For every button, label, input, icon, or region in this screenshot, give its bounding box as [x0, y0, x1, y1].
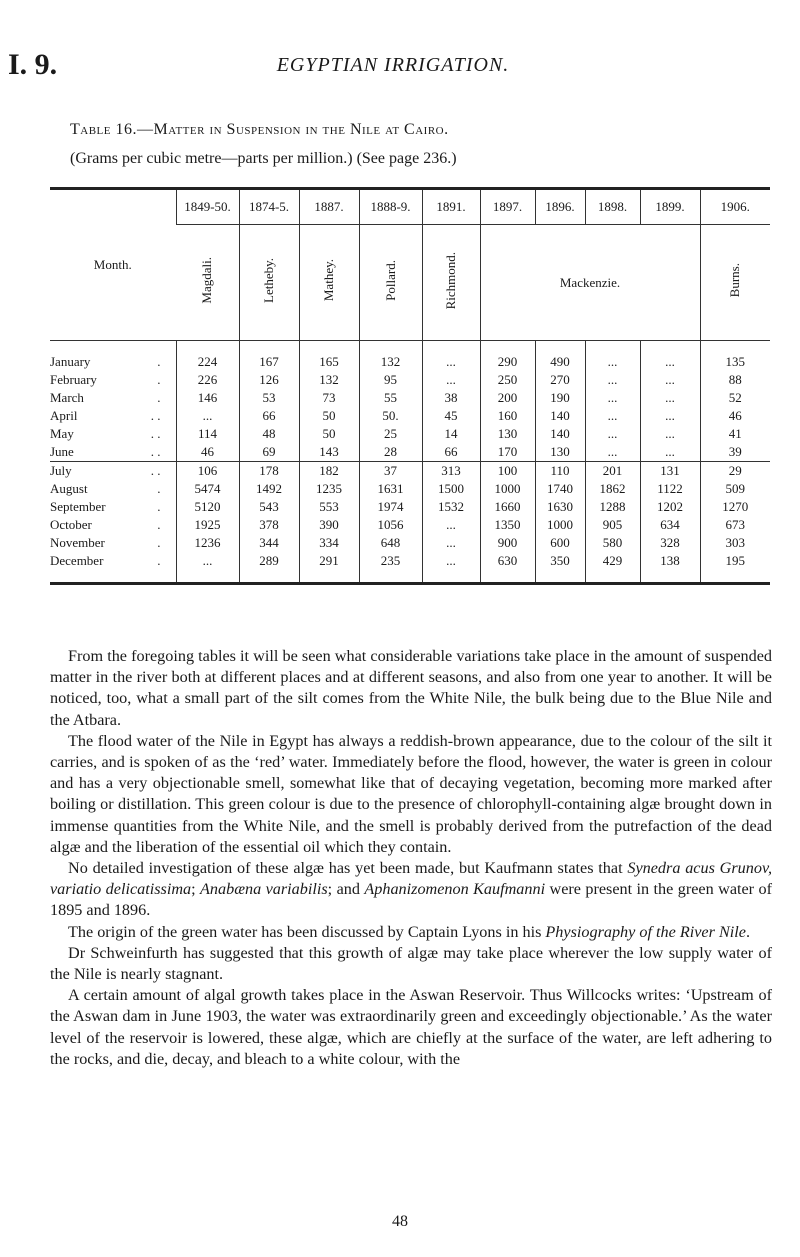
- value-cell: 190: [535, 389, 585, 407]
- text-run: ;: [191, 880, 201, 899]
- authority-cell: [700, 225, 770, 341]
- year-cell: 1891.: [422, 189, 480, 225]
- year-cell: 1887.: [299, 189, 359, 225]
- value-cell: 350: [535, 552, 585, 570]
- value-cell: 100: [480, 462, 535, 481]
- month-label: February: [50, 372, 97, 387]
- leader-dots: .: [157, 354, 161, 369]
- value-cell: 50: [299, 407, 359, 425]
- value-cell: 1288: [585, 498, 640, 516]
- paragraph: Dr Schweinfurth has suggested that this growth of algæ may take place wherever the low supply water of the Nile is nearly stagnant.: [50, 943, 772, 984]
- value-cell: 14: [422, 425, 480, 443]
- value-cell: 39: [700, 443, 770, 462]
- month-label: July: [50, 463, 72, 478]
- value-cell: ...: [585, 443, 640, 462]
- paragraph: From the foregoing tables it will be seen what considerable variations take place in the amount of suspended matter in the river both at different places and at different seasons, and also from one year to another. It will be noticed, too, what a small part of the silt comes from the White Nile, the bulk being due to the Blue Nile and the Atbara.: [50, 647, 772, 729]
- value-cell: 69: [239, 443, 299, 462]
- table-row: [50, 407, 770, 425]
- value-cell: 131: [640, 462, 700, 481]
- month-cell: [50, 371, 176, 389]
- value-cell: 50.: [359, 407, 422, 425]
- month-label: January: [50, 354, 91, 369]
- paragraph: [50, 922, 772, 943]
- value-cell: 1925: [176, 516, 239, 534]
- spacer-row: [50, 570, 770, 584]
- month-label: May: [50, 426, 74, 441]
- value-cell: 135: [700, 353, 770, 371]
- authority-cell: [359, 225, 422, 341]
- value-cell: 132: [299, 371, 359, 389]
- month-cell: [50, 516, 176, 534]
- month-cell: [50, 462, 176, 481]
- year-cell: 1888-9.: [359, 189, 422, 225]
- year-cell: 1899.: [640, 189, 700, 225]
- value-cell: 29: [700, 462, 770, 481]
- value-cell: ...: [422, 371, 480, 389]
- month-cell: [50, 425, 176, 443]
- value-cell: 648: [359, 534, 422, 552]
- value-cell: 5474: [176, 480, 239, 498]
- month-cell: [50, 552, 176, 570]
- table-row: [50, 498, 770, 516]
- value-cell: 53: [239, 389, 299, 407]
- value-cell: 1974: [359, 498, 422, 516]
- value-cell: ...: [640, 371, 700, 389]
- text-run: No detailed investigation of these algæ has yet been made, but Kaufmann states that: [68, 859, 628, 878]
- value-cell: 38: [422, 389, 480, 407]
- text-run: were present in the green water of 1895 and 1896.: [50, 880, 772, 920]
- value-cell: 226: [176, 371, 239, 389]
- value-cell: 95: [359, 371, 422, 389]
- month-cell: [50, 443, 176, 462]
- value-cell: 45: [422, 407, 480, 425]
- value-cell: 106: [176, 462, 239, 481]
- leader-dots: . .: [150, 463, 161, 478]
- value-cell: 52: [700, 389, 770, 407]
- value-cell: 165: [299, 353, 359, 371]
- value-cell: ...: [585, 425, 640, 443]
- month-label: June: [50, 444, 74, 459]
- authority-label: Burns.: [727, 263, 743, 298]
- value-cell: ...: [422, 552, 480, 570]
- authority-label: Magdali.: [199, 257, 215, 304]
- value-cell: 126: [239, 371, 299, 389]
- value-cell: 170: [480, 443, 535, 462]
- table-subtitle: (Grams per cubic metre—parts per million.) (See page 236.): [70, 150, 457, 167]
- authority-cell: [239, 225, 299, 341]
- value-cell: 1235: [299, 480, 359, 498]
- year-cell: 1906.: [700, 189, 770, 225]
- value-cell: 130: [480, 425, 535, 443]
- value-cell: 25: [359, 425, 422, 443]
- table-row: [50, 371, 770, 389]
- month-label: March: [50, 390, 84, 405]
- authority-label: Pollard.: [382, 260, 398, 301]
- value-cell: 200: [480, 389, 535, 407]
- table-row: [50, 389, 770, 407]
- value-cell: 673: [700, 516, 770, 534]
- value-cell: 140: [535, 407, 585, 425]
- value-cell: 303: [700, 534, 770, 552]
- year-cell: 1898.: [585, 189, 640, 225]
- value-cell: 46: [176, 443, 239, 462]
- value-cell: 201: [585, 462, 640, 481]
- year-cell: 1897.: [480, 189, 535, 225]
- value-cell: 543: [239, 498, 299, 516]
- value-cell: 132: [359, 353, 422, 371]
- value-cell: 143: [299, 443, 359, 462]
- value-cell: 1122: [640, 480, 700, 498]
- table-row: [50, 425, 770, 443]
- value-cell: 160: [480, 407, 535, 425]
- suspension-table: [50, 187, 770, 585]
- table-title: Table 16.—Matter in Suspension in the Nile at Cairo.: [70, 121, 449, 138]
- leader-dots: .: [157, 553, 161, 568]
- value-cell: 146: [176, 389, 239, 407]
- value-cell: 900: [480, 534, 535, 552]
- value-cell: 114: [176, 425, 239, 443]
- value-cell: ...: [640, 425, 700, 443]
- value-cell: 1660: [480, 498, 535, 516]
- leader-dots: .: [157, 481, 161, 496]
- value-cell: 37: [359, 462, 422, 481]
- body-text: [50, 646, 772, 1070]
- authority-label: Mathey.: [321, 259, 336, 302]
- value-cell: 600: [535, 534, 585, 552]
- authority-label: Letheby.: [261, 258, 276, 303]
- authority-cell: Mackenzie.: [480, 225, 700, 341]
- value-cell: 1056: [359, 516, 422, 534]
- value-cell: 28: [359, 443, 422, 462]
- value-cell: 50: [299, 425, 359, 443]
- table-row: [50, 353, 770, 371]
- value-cell: ...: [422, 516, 480, 534]
- value-cell: 140: [535, 425, 585, 443]
- value-cell: 1500: [422, 480, 480, 498]
- month-cell: [50, 498, 176, 516]
- value-cell: ...: [640, 407, 700, 425]
- value-cell: 41: [700, 425, 770, 443]
- text-run: .: [745, 922, 750, 941]
- value-cell: 905: [585, 516, 640, 534]
- value-cell: 48: [239, 425, 299, 443]
- value-cell: 5120: [176, 498, 239, 516]
- month-cell: [50, 407, 176, 425]
- value-cell: 490: [535, 353, 585, 371]
- leader-dots: . .: [150, 408, 161, 423]
- page-number: 48: [392, 1213, 408, 1230]
- value-cell: 1202: [640, 498, 700, 516]
- month-cell: [50, 480, 176, 498]
- value-cell: 328: [640, 534, 700, 552]
- table-row: [50, 443, 770, 462]
- value-cell: 289: [239, 552, 299, 570]
- value-cell: 313: [422, 462, 480, 481]
- value-cell: 55: [359, 389, 422, 407]
- value-cell: 1630: [535, 498, 585, 516]
- authority-cell: [422, 225, 480, 341]
- value-cell: 580: [585, 534, 640, 552]
- value-cell: 630: [480, 552, 535, 570]
- value-cell: ...: [422, 534, 480, 552]
- text-run: The origin of the green water has been discussed by Captain Lyons in his: [68, 922, 546, 941]
- value-cell: 66: [239, 407, 299, 425]
- running-title: EGYPTIAN IRRIGATION.: [276, 54, 510, 76]
- value-cell: 167: [239, 353, 299, 371]
- species-name: Anabæna variabilis: [200, 880, 328, 899]
- paragraph: The flood water of the Nile in Egypt has always a reddish-brown appearance, due to the colour of the silt it carries, and is spoken of as the ‘red’ water. Immediately before the flood, however, the water is green in colour and has a very objectionable smell, somewhat like that of decaying vegetation, becoming more marked after boiling or distillation. This green colour is due to the presence of chlorophyll-containing algæ brought down in immense quantities from the White Nile, and the smell is probably derived from the putrefaction of the dead algæ and the liberation of the essential oil which they contain.: [50, 731, 772, 856]
- value-cell: ...: [585, 371, 640, 389]
- section-number: I. 9.: [8, 48, 58, 81]
- species-name: Aphanizomenon Kaufmanni: [364, 880, 546, 899]
- value-cell: 235: [359, 552, 422, 570]
- year-row: [50, 189, 770, 225]
- spacer-row: [50, 341, 770, 354]
- table-row: [50, 462, 770, 481]
- year-cell: 1849-50.: [176, 189, 239, 225]
- value-cell: ...: [176, 407, 239, 425]
- value-cell: 270: [535, 371, 585, 389]
- month-label: December: [50, 553, 104, 568]
- table-row: [50, 534, 770, 552]
- value-cell: 182: [299, 462, 359, 481]
- month-cell: [50, 389, 176, 407]
- year-cell: 1896.: [535, 189, 585, 225]
- paragraph: [50, 858, 772, 922]
- value-cell: 390: [299, 516, 359, 534]
- value-cell: 250: [480, 371, 535, 389]
- value-cell: ...: [585, 353, 640, 371]
- leader-dots: .: [157, 517, 161, 532]
- value-cell: 1740: [535, 480, 585, 498]
- value-cell: ...: [176, 552, 239, 570]
- value-cell: ...: [640, 443, 700, 462]
- leader-dots: . .: [150, 426, 161, 441]
- value-cell: 73: [299, 389, 359, 407]
- value-cell: 1862: [585, 480, 640, 498]
- month-cell: [50, 534, 176, 552]
- table-row: [50, 480, 770, 498]
- value-cell: 178: [239, 462, 299, 481]
- value-cell: 110: [535, 462, 585, 481]
- value-cell: 429: [585, 552, 640, 570]
- leader-dots: .: [157, 535, 161, 550]
- value-cell: 344: [239, 534, 299, 552]
- value-cell: 195: [700, 552, 770, 570]
- table-row: [50, 516, 770, 534]
- value-cell: 290: [480, 353, 535, 371]
- value-cell: 1532: [422, 498, 480, 516]
- leader-dots: .: [157, 499, 161, 514]
- month-label: October: [50, 517, 92, 532]
- book-title: Physiography of the River Nile: [545, 922, 746, 941]
- authority-label: Richmond.: [443, 251, 458, 310]
- value-cell: 46: [700, 407, 770, 425]
- leader-dots: .: [157, 372, 161, 387]
- paragraph: A certain amount of algal growth takes place in the Aswan Reservoir. Thus Willcocks writes: ‘Upstream of the Aswan dam in June 1903, the water was extraordinarily green and exceedingly objectionable.’ As the water level of the reservoir is lowered, these algæ, which are chiefly at the surface of the water, are left adhering to the rocks, and die, decay, and bleach to a white colour, with the: [50, 986, 772, 1068]
- leader-dots: .: [157, 390, 161, 405]
- value-cell: ...: [422, 353, 480, 371]
- value-cell: ...: [585, 407, 640, 425]
- value-cell: 224: [176, 353, 239, 371]
- month-label: August: [50, 481, 88, 496]
- value-cell: 1000: [535, 516, 585, 534]
- value-cell: 1492: [239, 480, 299, 498]
- month-label: September: [50, 499, 106, 514]
- value-cell: 291: [299, 552, 359, 570]
- value-cell: 88: [700, 371, 770, 389]
- value-cell: ...: [585, 389, 640, 407]
- running-header: [8, 48, 778, 88]
- table-row: [50, 552, 770, 570]
- value-cell: 1350: [480, 516, 535, 534]
- value-cell: 1631: [359, 480, 422, 498]
- authority-cell: [299, 225, 359, 341]
- value-cell: 634: [640, 516, 700, 534]
- value-cell: 138: [640, 552, 700, 570]
- leader-dots: . .: [150, 444, 161, 459]
- value-cell: 1236: [176, 534, 239, 552]
- value-cell: 130: [535, 443, 585, 462]
- value-cell: 1270: [700, 498, 770, 516]
- value-cell: 378: [239, 516, 299, 534]
- value-cell: ...: [640, 353, 700, 371]
- value-cell: 1000: [480, 480, 535, 498]
- value-cell: 334: [299, 534, 359, 552]
- value-cell: ...: [640, 389, 700, 407]
- value-cell: 509: [700, 480, 770, 498]
- month-label: April: [50, 408, 78, 423]
- month-label: November: [50, 535, 105, 550]
- value-cell: 66: [422, 443, 480, 462]
- year-cell: 1874-5.: [239, 189, 299, 225]
- authority-cell: [176, 225, 239, 341]
- text-run: ; and: [327, 880, 365, 899]
- species-name: Synedra acus Grunov, variatio delicatissima: [50, 859, 772, 899]
- value-cell: 553: [299, 498, 359, 516]
- month-cell: [50, 353, 176, 371]
- month-header: Month.: [50, 189, 176, 341]
